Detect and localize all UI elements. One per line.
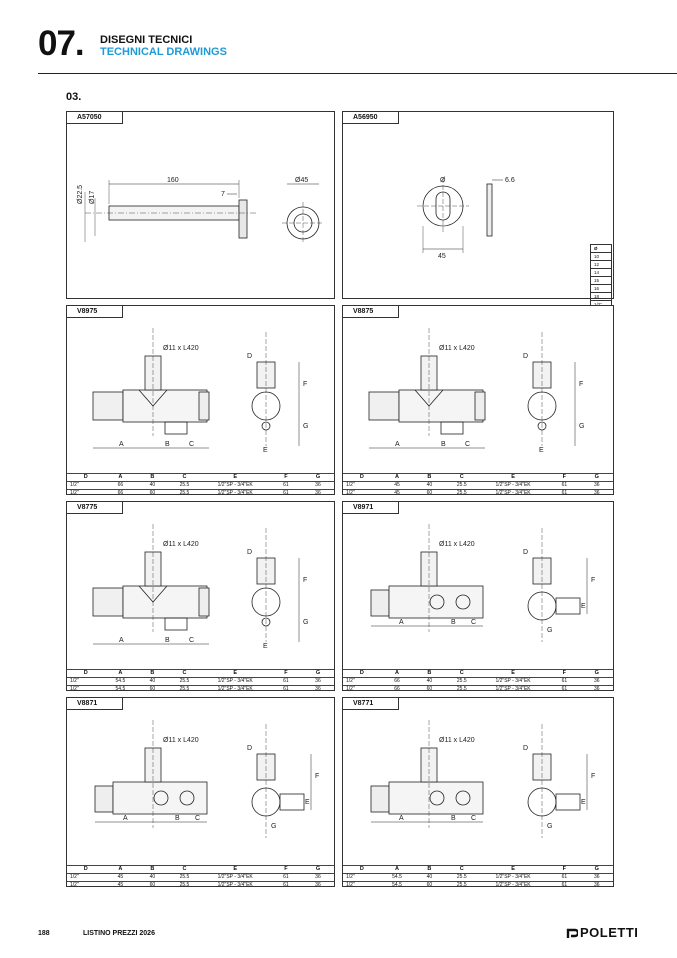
dim-letter-g: G <box>271 823 277 830</box>
dim-letter-b: B <box>165 441 170 448</box>
dimension-table <box>67 865 334 889</box>
dim-letter-e: E <box>539 447 544 454</box>
pipe-dimension: Ø11 x L420 <box>163 737 199 744</box>
table-cell: 60 <box>136 882 168 890</box>
table-cell: 1/2" <box>343 686 381 694</box>
table-cell: 45 <box>381 490 413 498</box>
table-cell: 36 <box>302 482 334 490</box>
poletti-logo-icon <box>566 928 578 940</box>
table-row <box>67 490 334 498</box>
table-header: G <box>302 866 334 874</box>
dim-letter-d: D <box>247 745 253 752</box>
table-header: C <box>446 670 478 678</box>
table-cell: 60 <box>136 490 168 498</box>
panel-v8775 <box>66 501 335 691</box>
table-cell: 1/2"SP - 3/4"EK <box>200 874 269 882</box>
table-cell: 1/2" <box>67 490 104 498</box>
dim-width: 45 <box>438 253 446 260</box>
size-value: 15 <box>591 277 612 285</box>
chapter-title-en: TECHNICAL DRAWINGS <box>100 46 227 58</box>
size-value: 18 <box>591 293 612 301</box>
table-header: B <box>413 474 445 482</box>
table-cell: 40 <box>136 874 168 882</box>
drawing-v8971 <box>343 502 615 662</box>
table-cell: 45 <box>104 874 136 882</box>
table-cell: 25.5 <box>446 686 478 694</box>
pipe-dimension: Ø11 x L420 <box>163 541 199 548</box>
table-cell: 61 <box>270 686 302 694</box>
table-header: F <box>548 866 580 874</box>
table-header: G <box>302 670 334 678</box>
dim-letter-d: D <box>247 353 253 360</box>
table-cell: 1/2" <box>343 678 381 686</box>
product-code: V8975 <box>67 306 123 318</box>
table-cell: 60 <box>413 882 445 890</box>
table-header: E <box>200 866 269 874</box>
header-divider <box>38 73 677 74</box>
pipe-dimension: Ø11 x L420 <box>439 737 475 744</box>
product-code: V8875 <box>343 306 399 318</box>
drawing-v8875 <box>343 306 615 466</box>
dimension-table <box>343 865 613 889</box>
table-cell: 1/2" <box>67 882 104 890</box>
product-code: V8871 <box>67 698 123 710</box>
table-cell: 1/2"SP - 3/4"EK <box>478 882 548 890</box>
dimension-table <box>343 669 613 693</box>
dim-letter-e: E <box>263 447 268 454</box>
table-cell: 1/2"SP - 3/4"EK <box>200 490 269 498</box>
pipe-dimension: Ø11 x L420 <box>163 345 199 352</box>
dim-diameter: Ø45 <box>295 177 309 184</box>
dim-letter-f: F <box>591 577 596 584</box>
table-cell: 36 <box>581 482 613 490</box>
table-row <box>343 678 613 686</box>
panel-a56950 <box>342 111 614 299</box>
table-cell: 54.5 <box>381 874 413 882</box>
size-value: 10 <box>591 253 612 261</box>
dim-letter-a: A <box>119 441 124 448</box>
table-cell: 45 <box>104 882 136 890</box>
table-cell: 1/2" <box>343 482 381 490</box>
table-cell: 61 <box>548 678 580 686</box>
product-code: A57050 <box>67 112 123 124</box>
table-row <box>343 686 613 694</box>
catalog-name: LISTINO PREZZI 2026 <box>83 930 155 937</box>
table-cell: 61 <box>270 678 302 686</box>
table-cell: 1/2"SP - 3/4"EK <box>200 482 269 490</box>
table-row <box>67 874 334 882</box>
table-cell: 45 <box>381 482 413 490</box>
dim-letter-e: E <box>305 799 310 806</box>
table-cell: 61 <box>548 686 580 694</box>
panel-v8875 <box>342 305 614 495</box>
table-cell: 66 <box>381 686 413 694</box>
table-cell: 1/2"SP - 3/4"EK <box>200 686 269 694</box>
table-header: F <box>270 866 302 874</box>
table-header: E <box>478 670 548 678</box>
dim-thickness: 6.6 <box>505 177 515 184</box>
table-cell: 1/2"SP - 3/4"EK <box>478 686 548 694</box>
brand-name: POLETTI <box>580 925 639 940</box>
table-cell: 1/2"SP - 3/4"EK <box>200 882 269 890</box>
table-header: G <box>302 474 334 482</box>
table-cell: 60 <box>413 490 445 498</box>
dim-letter-a: A <box>123 815 128 822</box>
size-header: Ø <box>591 245 612 253</box>
product-code: V8771 <box>343 698 399 710</box>
table-header: D <box>343 670 381 678</box>
dimension-table <box>67 669 334 693</box>
dim-letter-e: E <box>263 643 268 650</box>
dim-letter-g: G <box>303 423 309 430</box>
dim-letter-g: G <box>547 627 553 634</box>
table-header: E <box>478 474 548 482</box>
product-code: A56950 <box>343 112 399 124</box>
table-cell: 60 <box>413 686 445 694</box>
panel-v8771 <box>342 697 614 887</box>
chapter-number: 07. <box>38 24 84 63</box>
size-value: 16 <box>591 285 612 293</box>
table-cell: 40 <box>136 482 168 490</box>
table-header: F <box>548 670 580 678</box>
panel-v8871 <box>66 697 335 887</box>
table-header: D <box>67 670 104 678</box>
table-cell: 36 <box>581 874 613 882</box>
dim-letter-f: F <box>303 381 308 388</box>
chapter-title-it: DISEGNI TECNICI <box>100 34 193 46</box>
table-cell: 1/2"SP - 3/4"EK <box>478 490 548 498</box>
dim-letter-f: F <box>591 773 596 780</box>
table-cell: 36 <box>581 678 613 686</box>
dim-letter-g: G <box>303 619 309 626</box>
table-row <box>67 882 334 890</box>
table-cell: 54.5 <box>104 678 136 686</box>
table-row <box>343 882 613 890</box>
table-header: G <box>581 670 613 678</box>
dim-letter-c: C <box>189 637 195 644</box>
dimension-table <box>67 473 334 497</box>
dim-letter-e: E <box>581 799 586 806</box>
dim-letter-b: B <box>165 637 170 644</box>
table-cell: 25.5 <box>168 686 200 694</box>
table-cell: 54.5 <box>381 882 413 890</box>
dimension-table <box>343 473 613 497</box>
page-number: 188 <box>38 930 50 937</box>
table-cell: 61 <box>270 874 302 882</box>
dim-phi: Ø <box>440 177 446 184</box>
size-table <box>590 244 612 309</box>
table-cell: 61 <box>270 490 302 498</box>
table-cell: 66 <box>381 678 413 686</box>
table-header: B <box>413 670 445 678</box>
table-cell: 61 <box>270 882 302 890</box>
dim-letter-a: A <box>119 637 124 644</box>
table-header: B <box>136 670 168 678</box>
table-cell: 1/2" <box>67 874 104 882</box>
table-header: A <box>104 866 136 874</box>
dim-letter-b: B <box>451 619 456 626</box>
table-cell: 36 <box>581 490 613 498</box>
dim-letter-f: F <box>303 577 308 584</box>
table-cell: 61 <box>548 490 580 498</box>
dim-letter-f: F <box>315 773 320 780</box>
table-cell: 40 <box>413 874 445 882</box>
table-row <box>343 490 613 498</box>
dim-letter-g: G <box>547 823 553 830</box>
table-cell: 1/2"SP - 3/4"EK <box>478 874 548 882</box>
table-header: G <box>581 474 613 482</box>
table-header: B <box>413 866 445 874</box>
table-cell: 40 <box>413 482 445 490</box>
panel-v8971 <box>342 501 614 691</box>
dim-letter-g: G <box>579 423 585 430</box>
table-row <box>67 482 334 490</box>
size-value: 14 <box>591 269 612 277</box>
product-code: V8775 <box>67 502 123 514</box>
panel-v8975 <box>66 305 335 495</box>
dim-letter-c: C <box>195 815 201 822</box>
table-header: F <box>548 474 580 482</box>
table-row <box>343 874 613 882</box>
table-cell: 1/2"SP - 3/4"EK <box>478 482 548 490</box>
dim-letter-a: A <box>399 619 404 626</box>
drawing-v8775 <box>67 502 336 662</box>
table-cell: 25.5 <box>446 882 478 890</box>
table-cell: 1/2" <box>67 482 104 490</box>
table-header: A <box>381 866 413 874</box>
table-header: A <box>104 474 136 482</box>
dim-letter-f: F <box>579 381 584 388</box>
table-cell: 25.5 <box>446 678 478 686</box>
table-cell: 25.5 <box>168 882 200 890</box>
size-value: 12 <box>591 261 612 269</box>
table-cell: 40 <box>136 678 168 686</box>
dim-letter-d: D <box>523 745 529 752</box>
dim-letter-a: A <box>399 815 404 822</box>
table-header: A <box>104 670 136 678</box>
table-cell: 1/2"SP - 3/4"EK <box>200 678 269 686</box>
drawing-v8771 <box>343 698 615 858</box>
table-cell: 25.5 <box>446 482 478 490</box>
table-header: C <box>446 866 478 874</box>
dim-letter-b: B <box>451 815 456 822</box>
dim-letter-d: D <box>523 353 529 360</box>
table-cell: 36 <box>581 882 613 890</box>
table-header: D <box>343 866 381 874</box>
table-cell: 66 <box>104 490 136 498</box>
table-cell: 61 <box>548 874 580 882</box>
dim-letter-c: C <box>471 815 477 822</box>
dim-flange: 7 <box>221 191 225 198</box>
dim-letter-e: E <box>581 603 586 610</box>
table-cell: 40 <box>413 678 445 686</box>
dim-letter-c: C <box>471 619 477 626</box>
table-header: F <box>270 474 302 482</box>
table-cell: 36 <box>581 686 613 694</box>
table-header: D <box>67 866 104 874</box>
table-cell: 66 <box>104 482 136 490</box>
table-header: A <box>381 670 413 678</box>
drawing-a56950 <box>343 112 615 300</box>
dim-length: 160 <box>167 177 179 184</box>
table-cell: 54.5 <box>104 686 136 694</box>
table-header: D <box>343 474 381 482</box>
table-cell: 25.5 <box>168 490 200 498</box>
table-row <box>67 678 334 686</box>
dim-letter-a: A <box>395 441 400 448</box>
table-header: A <box>381 474 413 482</box>
table-cell: 25.5 <box>168 482 200 490</box>
table-header: B <box>136 866 168 874</box>
table-header: E <box>200 670 269 678</box>
table-cell: 61 <box>548 482 580 490</box>
table-cell: 36 <box>302 874 334 882</box>
table-cell: 25.5 <box>446 874 478 882</box>
table-cell: 1/2" <box>67 686 104 694</box>
table-header: C <box>168 670 200 678</box>
table-cell: 61 <box>548 882 580 890</box>
dim-letter-d: D <box>523 549 529 556</box>
table-cell: 61 <box>270 482 302 490</box>
table-cell: 1/2" <box>343 882 381 890</box>
dim-inner-diameter: Ø17 <box>89 190 96 204</box>
dim-outer-diameter: Ø22.5 <box>77 184 84 204</box>
table-header: B <box>136 474 168 482</box>
table-header: F <box>270 670 302 678</box>
table-cell: 1/2"SP - 3/4"EK <box>478 678 548 686</box>
drawing-v8871 <box>67 698 336 858</box>
table-cell: 36 <box>302 882 334 890</box>
product-code: V8971 <box>343 502 399 514</box>
table-cell: 36 <box>302 490 334 498</box>
table-header: G <box>581 866 613 874</box>
pipe-dimension: Ø11 x L420 <box>439 345 475 352</box>
drawing-v8975 <box>67 306 336 466</box>
table-cell: 60 <box>136 686 168 694</box>
panel-a57050 <box>66 111 335 299</box>
dim-letter-c: C <box>189 441 195 448</box>
dim-letter-c: C <box>465 441 471 448</box>
table-header: C <box>168 474 200 482</box>
table-row <box>67 686 334 694</box>
table-header: C <box>168 866 200 874</box>
dim-letter-d: D <box>247 549 253 556</box>
table-header: D <box>67 474 104 482</box>
table-header: E <box>478 866 548 874</box>
dim-letter-b: B <box>175 815 180 822</box>
table-cell: 1/2" <box>67 678 104 686</box>
table-cell: 36 <box>302 686 334 694</box>
table-cell: 36 <box>302 678 334 686</box>
table-cell: 1/2" <box>343 874 381 882</box>
table-header: E <box>200 474 269 482</box>
dim-letter-b: B <box>441 441 446 448</box>
table-row <box>343 482 613 490</box>
table-cell: 1/2" <box>343 490 381 498</box>
table-cell: 25.5 <box>446 490 478 498</box>
brand-logo <box>566 925 638 940</box>
table-cell: 25.5 <box>168 874 200 882</box>
table-cell: 25.5 <box>168 678 200 686</box>
pipe-dimension: Ø11 x L420 <box>439 541 475 548</box>
table-header: C <box>446 474 478 482</box>
section-number: 03. <box>66 91 82 103</box>
drawing-a57050 <box>67 112 336 300</box>
